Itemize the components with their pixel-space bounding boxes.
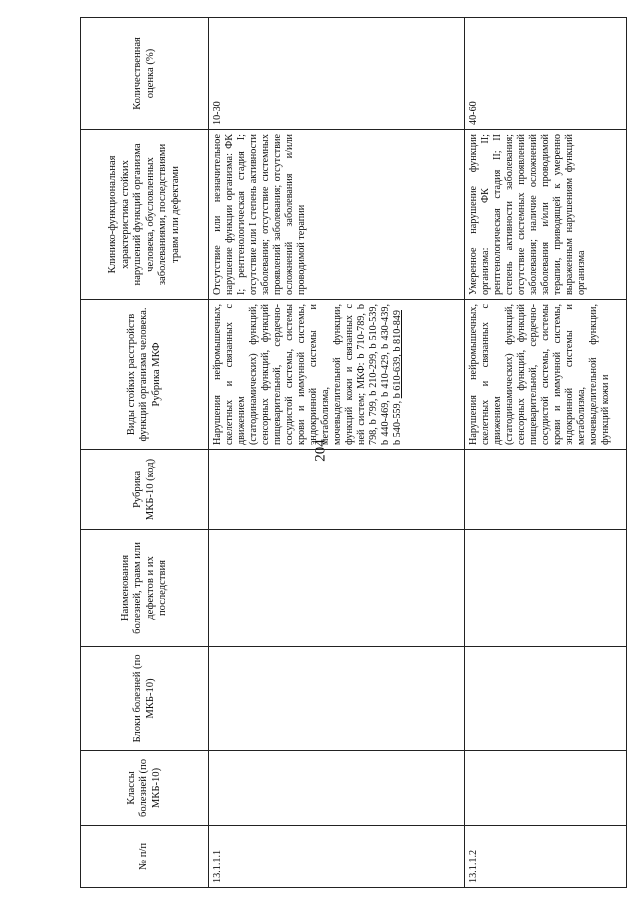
header-clinical: Клинико-функциональная характеристика стойких нарушений функций организма человека, обусловленных заболеваниями, последствиями травм или дефектами	[81, 130, 209, 300]
table-row	[209, 18, 465, 888]
cell-score: 40-60	[465, 18, 627, 130]
header-score: Количественная оценка (%)	[81, 18, 209, 130]
kinds-text: Нарушения нейромышечных, скелетных и связанных с движением (статодинамических) функций, сенсорных функций, функций пищеварительной, сердечно-сосудистой системы, системы крови и иммунной системы, эндокринной системы и метаболизма, мочевыделительной функции, функций кожи и связанных с ней систем; МКФ: b 710-789, b 798, b 799, b 210-299, b 510-539, b 440-469, b 410-429, b 430-439, b 540-559,	[212, 304, 404, 445]
cell-blocks	[209, 647, 465, 751]
header-row	[81, 18, 209, 888]
cell-names	[209, 530, 465, 647]
cell-num: 13.1.1.2	[465, 826, 627, 888]
cell-classes	[465, 751, 627, 826]
cell-classes	[209, 751, 465, 826]
page-number: 204	[312, 439, 329, 462]
cell-score: 10-30	[209, 18, 465, 130]
header-blocks: Блоки болезней (по МКБ-10)	[81, 647, 209, 751]
cell-clinical: Отсутствие или незначительное нарушение функции организма: ФК I; рентгенологическая стадия I; отсутствие или I степень активности заболевания; отсутствие системных проявлений заболевания; отсутствие осложнений заболевания и/или проводимой терапии	[209, 130, 465, 300]
cell-kinds	[465, 300, 627, 450]
criteria-table-container	[80, 18, 626, 888]
cell-icd-rubric	[209, 450, 465, 530]
cell-names	[465, 530, 627, 647]
cell-num: 13.1.1.1	[209, 826, 465, 888]
header-classes: Классы болезней (по МКБ-10)	[81, 751, 209, 826]
header-icd-rubric: Рубрика МКБ-10 (код)	[81, 450, 209, 530]
header-names: Наименования болезней, травм или дефектов и их последствия	[81, 530, 209, 647]
cell-blocks	[465, 647, 627, 751]
criteria-table	[80, 17, 627, 888]
header-kinds: Виды стойких расстройств функций организма человека. Рубрика МКФ	[81, 300, 209, 450]
header-num: № п/п	[81, 826, 209, 888]
table-row	[465, 18, 627, 888]
cell-icd-rubric	[465, 450, 627, 530]
cell-kinds	[209, 300, 465, 450]
kinds-underlined-text: b 610-639, b 810-849	[392, 310, 404, 399]
kinds-text: Нарушения нейромышечных, скелетных и связанных с движением (статодинамических) функций, сенсорных функций, функций пищеварительной, сердечно-сосудистой системы, системы крови и иммунной системы, эндокринной системы и метаболизма, мочевыделительной функции, функций кожи и	[468, 304, 612, 445]
cell-clinical: Умеренное нарушение функции организма: ФК II; рентгенологическая стадия II; II степень активности заболевания; отсутствие системных проявлений заболевания; наличие осложнений заболевания и/или проводимой терапии, приводящей к умеренно выраженным нарушениям функций организма	[465, 130, 627, 300]
